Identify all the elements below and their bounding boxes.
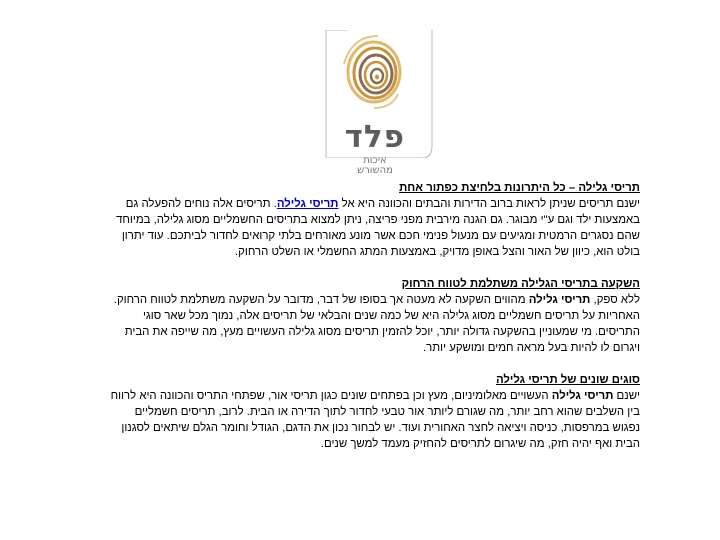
section-2-text-a: ללא ספק, bbox=[590, 294, 640, 306]
section-3-bold: תריסי גלילה bbox=[551, 390, 614, 402]
section-3-text-a: ישנם bbox=[613, 390, 640, 402]
section-3-title: סוגים שונים של תריסי גלילה bbox=[495, 374, 640, 386]
article-body bbox=[108, 180, 640, 468]
brand-logo bbox=[318, 30, 434, 176]
section-3-paragraph bbox=[108, 388, 640, 452]
brand-name: פלד bbox=[344, 119, 405, 155]
section-3-text-b: העשויים מאלומיניום, מעץ וכן בפתחים שונים כגון תריסי אור, שפתחי התריס והכוונה היא לרווח בין השלבים שהוא רחב יותר, מה שגורם ליותר אור טבעי לחדור לתוך הדירה או הבית. לרוב, תריסים חשמליים נפגוש במרפסות, כניסה ויציאה לחצר האחורית ועוד. יש לבחור נכון את הדגם, הגודל וחומר הגלם שיתאים לסגנון הבית ואף יהיה חזק, מה שיגרום לתריסים להחזיק מעמד למשך שנים. bbox=[110, 390, 640, 450]
section-1-title: תריסי גלילה – כל היתרונות בלחיצת כפתור אחת bbox=[399, 182, 640, 194]
section-2-bold: תריסי גלילה bbox=[528, 294, 591, 306]
roller-shutters-link[interactable]: תריסי גלילה bbox=[276, 198, 339, 210]
brand-tagline: איכות מהשורש bbox=[357, 155, 393, 176]
fingerprint-icon bbox=[344, 36, 400, 108]
section-1-text-b: . תריסים אלה נוחים להפעלה גם באמצעות ילד וגם ע"י מבוגר. גם הגנה מירבית מפני פריצה, ניתן למצוא בתריסים החשמליים מסוג גלילה, במיוחד שהם נסגרים הרמטית ומגיעים עם מנעול פנימי חכם אשר מונע מאורחים בלתי קרואים לחדור לביתכם. עוד יתרון בולט הוא, כיוון של האור והצל באופן מדויק, באמצעות המתג החשמלי או השלט הרחוק. bbox=[116, 198, 640, 258]
section-2-paragraph bbox=[108, 292, 640, 356]
section-2-text-b: מהווים השקעה לא מעטה אך בסופו של דבר, מדובר על השקעה משתלמת לטווח הרחוק. האחריות על תריסים חשמליים מסוג גלילה היא של כמה שנים והבלאי של תריסים אלה, נמוך מכל שאר סוגי התריסים. מי שמעוניין בהשקעה גדולה יותר, יוכל להזמין תריסים מסוג גלילה העשויים מעץ, מה שייפה את הבית ויגרום לו להיות בעל מראה חמים ומושקע יותר. bbox=[113, 294, 640, 354]
section-1-text-a: ישנם תריסים שניתן לראות ברוב הדירות והבתים והכוונה היא אל bbox=[338, 198, 640, 210]
section-2-title: השקעה בתריסי הגלילה משתלמת לטווח הרחוק bbox=[401, 278, 640, 290]
section-1-paragraph bbox=[108, 196, 640, 260]
